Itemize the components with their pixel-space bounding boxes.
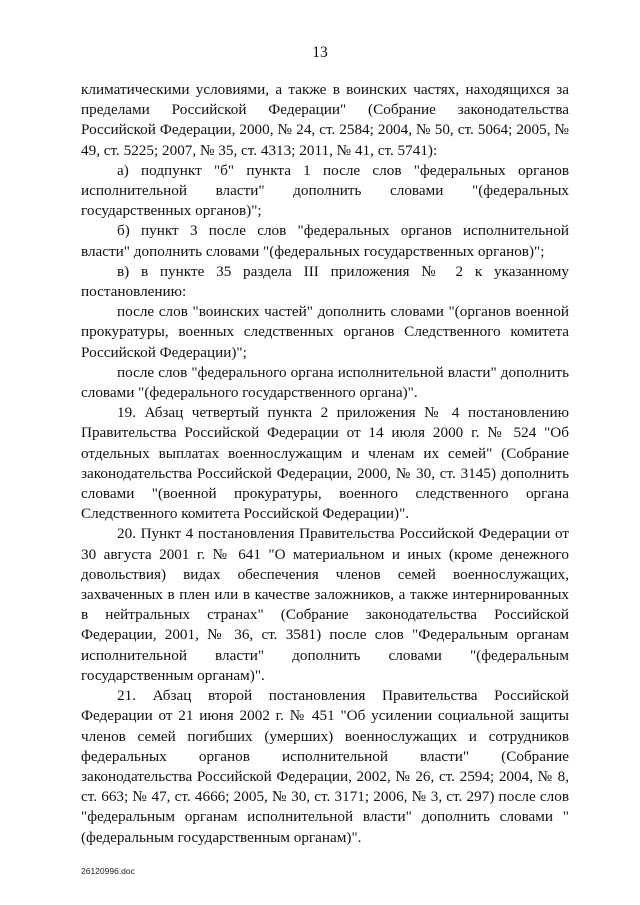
paragraph: после слов "федерального органа исполнительной власти" дополнить словами "(федерального государственного органа)". (81, 363, 569, 402)
paragraph: а) подпункт "б" пункта 1 после слов "федеральных органов исполнительной власти" дополнить словами "(федеральных государственных органов)"; (81, 161, 569, 220)
paragraph: 20. Пункт 4 постановления Правительства Российской Федерации от 30 августа 2001 г. № 641 "О материальном и иных (кроме денежного довольствия) видах обеспечения членов семей военнослужащих, захваченных в плен или в качестве заложников, а также интернированных в нейтральных странах" (Собрание законодательства Российской Федерации, 2001, № 36, ст. 3581) после слов "Федеральным органам исполнительной власти" дополнить словами "(федеральным государственным органам)". (81, 525, 569, 684)
paragraph: в) в пункте 35 раздела III приложения № 2 к указанному постановлению: (81, 262, 569, 301)
footer-filename: 26120996.doc (81, 866, 135, 876)
page-number: 13 (312, 44, 328, 61)
paragraph: 21. Абзац второй постановления Правительства Российской Федерации от 21 июня 2002 г. № 451 "Об усилении социальной защиты членов семей погибших (умерших) военнослужащих и сотрудников федеральных органов исполнительной власти" (Собрание законодательства Российской Федерации, 2002, № 26, ст. 2594; 2004, № 8, ст. 663; № 47, ст. 4666; 2005, № 30, ст. 3171; 2006, № 3, ст. 297) после слов "федеральным органам исполнительной власти" дополнить словами "(федеральным государственным органам)". (81, 687, 569, 846)
document-body (81, 80, 569, 848)
paragraph: 19. Абзац четвертый пункта 2 приложения № 4 постановлению Правительства Российской Федерации от 14 июля 2000 г. № 524 "Об отдельных выплатах военнослужащим и членам их семей" (Собрание законодательства Российской Федерации, 2000, № 30, ст. 3145) дополнить словами "(военной прокуратуры, военного следственного органа Следственного комитета Российской Федерации)". (81, 404, 569, 523)
paragraph: климатическими условиями, а также в воинских частях, находящихся за пределами Российской Федерации" (Собрание законодательства Российской Федерации, 2000, № 24, ст. 2584; 2004, № 50, ст. 5064; 2005, № 49, ст. 5225; 2007, № 35, ст. 4313; 2011, № 41, ст. 5741): (81, 81, 569, 159)
paragraph: б) пункт 3 после слов "федеральных органов исполнительной власти" дополнить словами "(федеральных государственных органов)"; (81, 222, 569, 260)
paragraph: после слов "воинских частей" дополнить словами "(органов военной прокуратуры, военных следственных органов Следственного комитета Российской Федерации)"; (81, 303, 569, 361)
